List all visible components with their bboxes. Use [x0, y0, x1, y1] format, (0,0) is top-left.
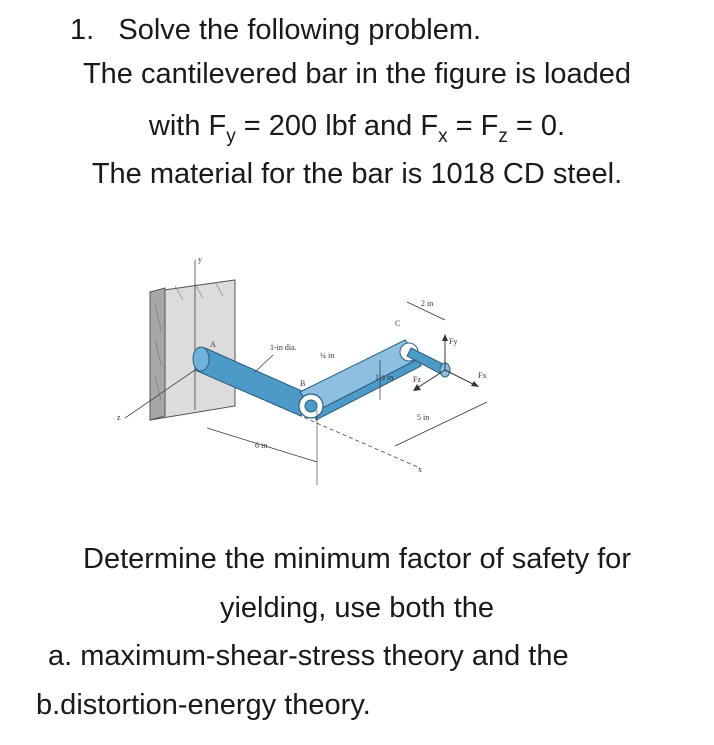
force-fx-head	[471, 381, 479, 387]
five-in-dimension	[395, 402, 487, 446]
label-five-in: 5 in	[417, 413, 430, 422]
label-dia: 1-in dia.	[270, 343, 297, 352]
label-one-half: 1½ in	[375, 373, 394, 382]
label-y: y	[198, 255, 202, 264]
force-fy-head	[442, 334, 448, 341]
rectangular-arm	[299, 340, 421, 420]
statement-line-3: The material for the bar is 1018 CD steel.	[91, 158, 623, 190]
label-Fy: Fy	[449, 337, 458, 346]
label-C: C	[395, 319, 401, 328]
label-quarter: ¼ in	[320, 351, 335, 360]
question-line-2: yielding, use both the	[219, 592, 495, 624]
statement-line-2-post: = 0.	[507, 110, 566, 142]
statement-line-2-mid: = 200 lbf and F	[235, 110, 439, 142]
label-A: A	[210, 340, 216, 349]
problem-number: 1.	[70, 14, 95, 46]
label-x: x	[418, 465, 422, 474]
label-two-in: 2 in	[421, 299, 434, 308]
force-fx-arrow	[445, 370, 475, 385]
label-Fx: Fx	[478, 371, 487, 380]
problem-heading-text: Solve the following problem.	[118, 14, 482, 46]
subscript-x: x	[438, 126, 448, 147]
question-line-1: Determine the minimum factor of safety for	[83, 543, 631, 575]
dia-leader	[255, 355, 273, 372]
label-Fz: Fz	[413, 375, 421, 384]
force-fz-head	[413, 384, 421, 391]
cantilever-figure	[95, 210, 555, 510]
statement-line-1: The cantilevered bar in the figure is loaded	[82, 58, 632, 90]
label-B: B	[300, 379, 306, 388]
question-item-b: b.distortion-energy theory.	[36, 689, 371, 721]
label-six-in: 6 in	[255, 441, 268, 450]
statement-line-2-eq: = F	[447, 110, 499, 142]
cantilever-diagram	[95, 210, 555, 510]
wall	[150, 280, 235, 420]
force-fz-arrow	[417, 370, 445, 388]
statement-line-2-pre: with F	[148, 110, 227, 142]
problem-heading	[70, 12, 481, 48]
statement-line-2	[0, 108, 714, 148]
label-z: z	[117, 413, 121, 422]
subscript-z: z	[498, 126, 508, 147]
subscript-y: y	[226, 126, 236, 147]
question-item-a: a. maximum-shear-stress theory and the	[48, 640, 569, 672]
